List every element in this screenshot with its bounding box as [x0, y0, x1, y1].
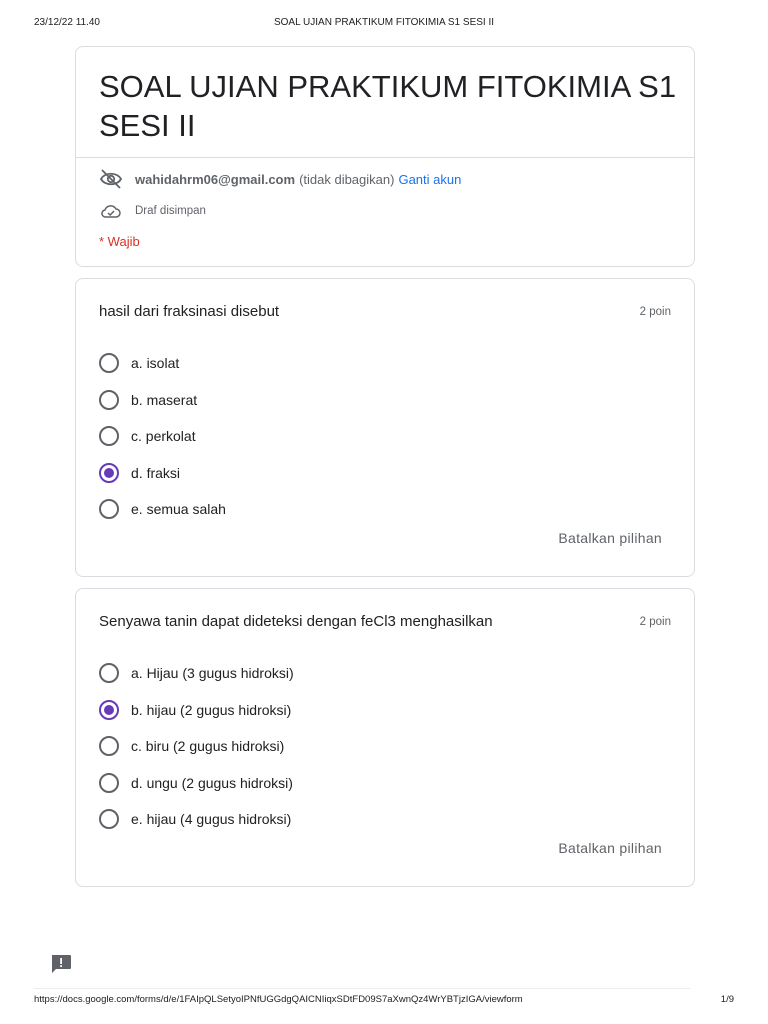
option-item[interactable]: [99, 728, 294, 765]
radio-button[interactable]: [99, 736, 119, 756]
radio-button[interactable]: [99, 773, 119, 793]
option-list: [99, 345, 226, 528]
question-points: 2 poin: [639, 306, 671, 318]
eye-off-icon: [99, 168, 123, 190]
form-header-card: [75, 46, 695, 267]
option-label: a. isolat: [131, 355, 180, 372]
question-text: hasil dari fraksinasi disebut: [99, 303, 280, 320]
print-title: SOAL UJIAN PRAKTIKUM FITOKIMIA S1 SESI II: [273, 17, 495, 28]
radio-button-selected[interactable]: [99, 463, 119, 483]
radio-button[interactable]: [99, 809, 119, 829]
print-date: 23/12/22 11.40: [34, 17, 100, 28]
clear-selection-button[interactable]: Batalkan pilihan: [558, 840, 662, 856]
switch-account-link[interactable]: Ganti akun: [398, 171, 462, 187]
option-item[interactable]: [99, 345, 226, 382]
option-label: c. perkolat: [131, 428, 196, 445]
option-label: d. fraksi: [131, 464, 181, 481]
option-item[interactable]: [99, 455, 226, 492]
option-label: d. ungu (2 gugus hidroksi): [131, 774, 293, 791]
print-footer: [0, 994, 768, 1008]
radio-button-selected[interactable]: [99, 700, 119, 720]
clear-selection-button[interactable]: Batalkan pilihan: [558, 530, 662, 546]
account-shared-note: (tidak dibagikan): [299, 171, 395, 187]
option-label: b. maserat: [131, 391, 198, 408]
option-label: b. hijau (2 gugus hidroksi): [131, 701, 292, 718]
option-label: c. biru (2 gugus hidroksi): [131, 738, 285, 755]
print-page-number: 1/9: [720, 994, 734, 1005]
account-row: [99, 168, 461, 190]
cloud-done-icon: [101, 203, 121, 219]
radio-button[interactable]: [99, 426, 119, 446]
account-email: wahidahrm06@gmail.com: [135, 171, 296, 187]
print-url: https://docs.google.com/forms/d/e/1FAIpQLSetyoIPNfUGGdgQAICNIiqxSDtFD09S7aXwnQz4WrYBTjzIGA/viewform: [34, 994, 523, 1005]
feedback-icon[interactable]: [50, 954, 72, 974]
draft-status: [101, 201, 206, 221]
radio-button[interactable]: [99, 353, 119, 373]
option-item[interactable]: [99, 765, 294, 802]
question-points: 2 poin: [639, 616, 671, 628]
option-item[interactable]: [99, 655, 294, 692]
print-header: [0, 17, 768, 31]
option-item[interactable]: [99, 418, 226, 455]
required-note: * Wajib: [99, 234, 140, 249]
draft-text: Draf disimpan: [135, 205, 206, 217]
radio-button[interactable]: [99, 390, 119, 410]
option-label: e. semua salah: [131, 501, 226, 518]
question-card-1: [75, 278, 695, 577]
radio-button[interactable]: [99, 499, 119, 519]
header-divider: [76, 157, 694, 158]
option-list: [99, 655, 294, 838]
question-card-2: [75, 588, 695, 887]
question-text: Senyawa tanin dapat dideteksi dengan feCl3 menghasilkan: [99, 613, 493, 630]
option-item[interactable]: [99, 692, 294, 729]
option-item[interactable]: [99, 801, 294, 838]
option-label: e. hijau (4 gugus hidroksi): [131, 811, 292, 828]
footer-divider: [34, 988, 690, 989]
form-title: SOAL UJIAN PRAKTIKUM FITOKIMIA S1 SESI II: [99, 69, 677, 143]
option-item[interactable]: [99, 382, 226, 419]
option-label: a. Hijau (3 gugus hidroksi): [131, 665, 294, 682]
option-item[interactable]: [99, 491, 226, 528]
radio-button[interactable]: [99, 663, 119, 683]
